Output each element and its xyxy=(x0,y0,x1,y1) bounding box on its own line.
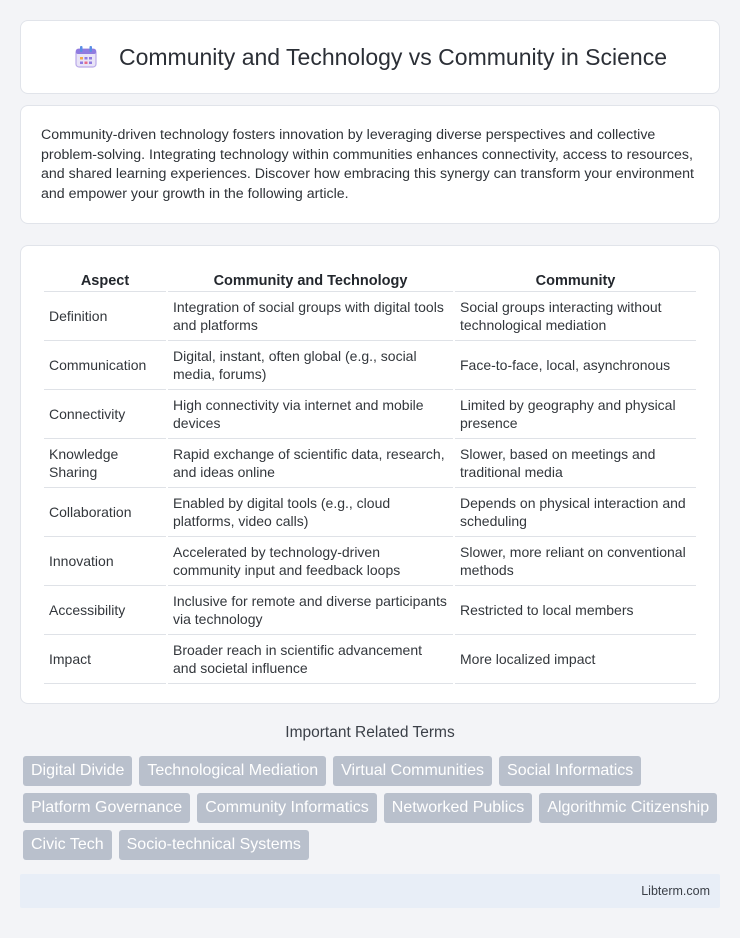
header-aspect: Aspect xyxy=(44,266,166,292)
cell-aspect: Accessibility xyxy=(44,586,166,635)
table-row xyxy=(44,537,696,586)
tag-civic-tech[interactable]: Civic Tech xyxy=(23,830,112,860)
table-row xyxy=(44,292,696,341)
footer-site-link[interactable]: Libterm.com xyxy=(641,884,710,898)
cell-community-and-technology: Integration of social groups with digital tools and platforms xyxy=(168,292,453,341)
cell-aspect: Communication xyxy=(44,341,166,390)
page-title: Community and Technology vs Community in Science xyxy=(119,43,667,70)
tag-virtual-communities[interactable]: Virtual Communities xyxy=(333,756,492,786)
cell-community-and-technology: Broader reach in scientific advancement and societal influence xyxy=(168,635,453,684)
cell-community-and-technology: Digital, instant, often global (e.g., social media, forums) xyxy=(168,341,453,390)
tag-networked-publics[interactable]: Networked Publics xyxy=(384,793,533,823)
table-header-row xyxy=(44,266,696,292)
table-row xyxy=(44,439,696,488)
cell-community: Slower, more reliant on conventional methods xyxy=(455,537,696,586)
calendar-icon xyxy=(73,44,99,70)
table-row xyxy=(44,586,696,635)
header-community: Community xyxy=(455,266,696,292)
cell-community: Restricted to local members xyxy=(455,586,696,635)
intro-text: Community-driven technology fosters innovation by leveraging diverse perspectives and collective problem-solving. Integrating technology within communities enhances connectivity, access to resources, and shared learning experiences. Discover how embracing this synergy can transform your environment and empower your growth in the following article. xyxy=(41,127,694,202)
tag-community-informatics[interactable]: Community Informatics xyxy=(197,793,377,823)
header-community-and-technology: Community and Technology xyxy=(168,266,453,292)
cell-community: Limited by geography and physical presence xyxy=(455,390,696,439)
cell-community: Slower, based on meetings and traditional media xyxy=(455,439,696,488)
cell-aspect: Collaboration xyxy=(44,488,166,537)
tag-social-informatics[interactable]: Social Informatics xyxy=(499,756,641,786)
tag-algorithmic-citizenship[interactable]: Algorithmic Citizenship xyxy=(539,793,717,823)
cell-aspect: Definition xyxy=(44,292,166,341)
cell-community: Depends on physical interaction and scheduling xyxy=(455,488,696,537)
cell-aspect: Innovation xyxy=(44,537,166,586)
table-row xyxy=(44,390,696,439)
tag-platform-governance[interactable]: Platform Governance xyxy=(23,793,190,823)
comparison-table-card xyxy=(20,245,720,704)
cell-community: Social groups interacting without technological mediation xyxy=(455,292,696,341)
title-card xyxy=(20,20,720,94)
footer xyxy=(20,874,720,908)
cell-community-and-technology: Inclusive for remote and diverse participants via technology xyxy=(168,586,453,635)
tag-socio-technical-systems[interactable]: Socio-technical Systems xyxy=(119,830,309,860)
comparison-table xyxy=(42,266,698,684)
intro-card xyxy=(20,105,720,224)
related-terms-list xyxy=(23,756,723,860)
cell-community-and-technology: High connectivity via internet and mobile devices xyxy=(168,390,453,439)
tag-digital-divide[interactable]: Digital Divide xyxy=(23,756,132,786)
cell-community-and-technology: Enabled by digital tools (e.g., cloud platforms, video calls) xyxy=(168,488,453,537)
tag-technological-mediation[interactable]: Technological Mediation xyxy=(139,756,326,786)
table-row xyxy=(44,341,696,390)
cell-aspect: Impact xyxy=(44,635,166,684)
table-row xyxy=(44,635,696,684)
cell-community: Face-to-face, local, asynchronous xyxy=(455,341,696,390)
cell-community: More localized impact xyxy=(455,635,696,684)
related-terms-title: Important Related Terms xyxy=(285,724,455,741)
cell-community-and-technology: Accelerated by technology-driven community input and feedback loops xyxy=(168,537,453,586)
cell-community-and-technology: Rapid exchange of scientific data, research, and ideas online xyxy=(168,439,453,488)
table-row xyxy=(44,488,696,537)
cell-aspect: Knowledge Sharing xyxy=(44,439,166,488)
cell-aspect: Connectivity xyxy=(44,390,166,439)
